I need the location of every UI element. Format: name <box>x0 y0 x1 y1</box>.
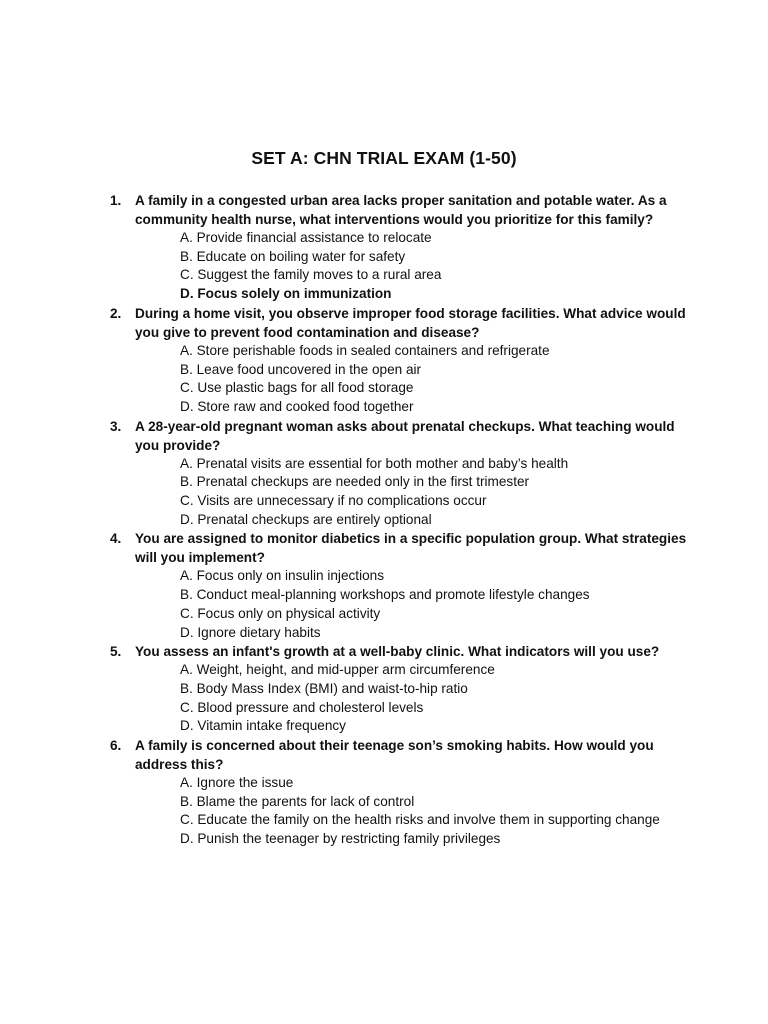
option-d: D. Vitamin intake frequency <box>180 718 346 734</box>
option-b: B. Blame the parents for lack of control <box>180 793 415 809</box>
question-number: 5. <box>110 644 122 660</box>
option-list <box>0 661 768 736</box>
question-text: You are assigned to monitor diabetics in a specific population group. What strategies will you implement? <box>135 531 687 566</box>
exam-title: SET A: CHN TRIAL EXAM (1-50) <box>251 148 517 168</box>
option-d: D. Focus solely on immunization <box>180 286 392 302</box>
option-c: C. Blood pressure and cholesterol levels <box>180 699 424 715</box>
option-a: A. Provide financial assistance to relocate <box>180 230 432 245</box>
option-b: B. Conduct meal-planning workshops and promote lifestyle changes <box>180 587 590 603</box>
option-list <box>0 774 768 849</box>
question-text: A family in a congested urban area lacks proper sanitation and potable water. As a community health nurse, what interventions would you prioritize for this family? <box>135 193 667 227</box>
question-item <box>0 191 768 304</box>
option-list <box>0 567 768 642</box>
question-item <box>0 417 768 530</box>
option-b: B. Prenatal checkups are needed only in the first trimester <box>180 474 530 490</box>
question-text: During a home visit, you observe improper food storage facilities. What advice would you give to prevent food contamination and disease? <box>135 305 686 340</box>
option-b: B. Body Mass Index (BMI) and waist-to-hip ratio <box>180 680 468 696</box>
option-d: D. Prenatal checkups are entirely optional <box>180 511 432 527</box>
option-d: D. Punish the teenager by restricting family privileges <box>180 831 501 847</box>
question-text: A 28-year-old pregnant woman asks about prenatal checkups. What teaching would you provide? <box>135 418 675 453</box>
option-c: C. Visits are unnecessary if no complications occur <box>180 493 487 509</box>
option-list <box>0 342 768 417</box>
question-number: 3. <box>110 418 122 434</box>
option-c: C. Suggest the family moves to a rural area <box>180 267 442 283</box>
question-item <box>0 642 768 736</box>
question-item <box>0 304 768 417</box>
option-a: A. Focus only on insulin injections <box>180 568 385 584</box>
option-a: A. Prenatal visits are essential for both mother and baby’s health <box>180 455 569 471</box>
option-a: A. Weight, height, and mid-upper arm circumference <box>180 662 495 678</box>
option-b: B. Educate on boiling water for safety <box>180 248 406 264</box>
question-number: 4. <box>110 531 122 547</box>
option-c: C. Educate the family on the health risks and involve them in supporting change <box>180 812 660 828</box>
option-a: A. Ignore the issue <box>180 775 294 791</box>
option-list <box>0 455 768 530</box>
question-text: You assess an infant's growth at a well-baby clinic. What indicators will you use? <box>135 644 660 660</box>
option-c: C. Focus only on physical activity <box>180 605 381 621</box>
question-number: 6. <box>110 738 122 754</box>
option-a: A. Store perishable foods in sealed containers and refrigerate <box>180 342 550 358</box>
option-b: B. Leave food uncovered in the open air <box>180 361 422 377</box>
question-number: 1. <box>110 193 122 208</box>
option-list <box>0 229 768 304</box>
question-list <box>0 191 768 849</box>
question-number: 2. <box>110 305 122 321</box>
question-item <box>0 529 768 642</box>
question-text: A family is concerned about their teenage son’s smoking habits. How would you address this? <box>135 738 654 773</box>
question-item <box>0 736 768 849</box>
option-d: D. Store raw and cooked food together <box>180 398 414 414</box>
option-d: D. Ignore dietary habits <box>180 624 321 640</box>
option-c: C. Use plastic bags for all food storage <box>180 380 414 396</box>
